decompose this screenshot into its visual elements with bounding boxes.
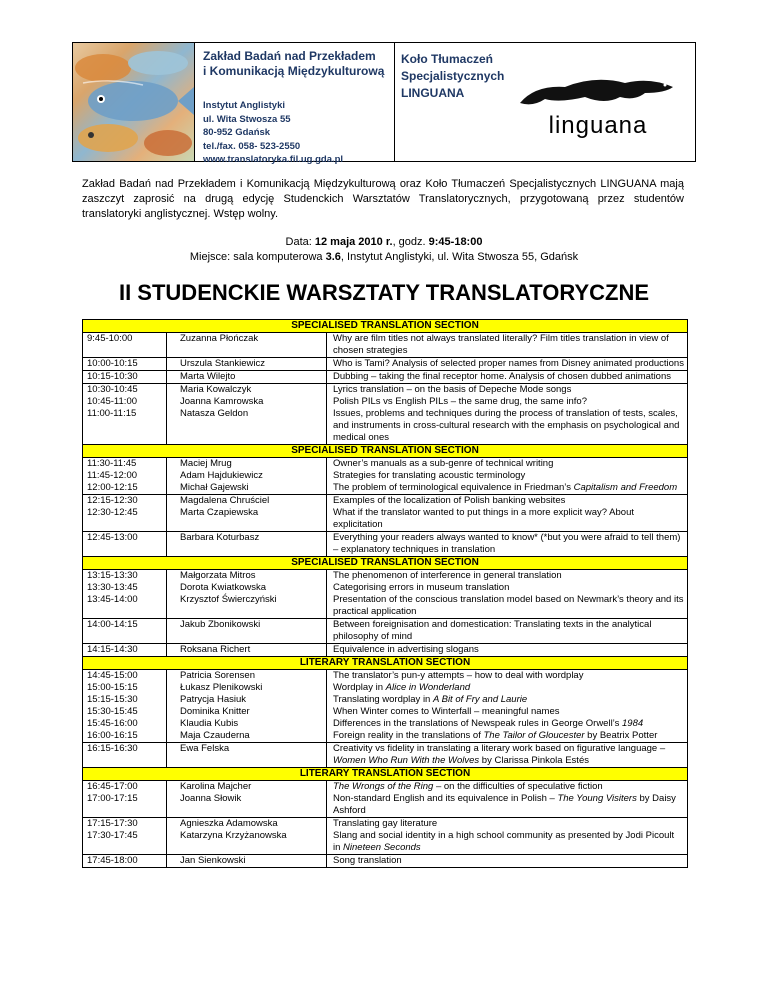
session-time: 17:30-17:45	[87, 830, 138, 841]
place-rest: , Instytut Anglistyki, ul. Wita Stwosza 55, Gdańsk	[340, 251, 579, 263]
talk-topic: Differences in the translations of Newspeak rules in George Orwell’s 1984	[333, 718, 644, 729]
talk-topic: Examples of the localization of Polish banking websites	[333, 495, 566, 506]
section-title: LITERARY TRANSLATION SECTION	[83, 768, 688, 781]
speaker-names-cell	[167, 333, 327, 358]
speaker-name: Dominika Knitter	[180, 706, 250, 717]
session-time: 17:00-17:15	[87, 793, 138, 804]
talk-topic: Song translation	[333, 855, 402, 866]
section-title: SPECIALISED TRANSLATION SECTION	[83, 557, 688, 570]
section-header-row	[83, 768, 688, 781]
speaker-name: Marta Czapiewska	[180, 507, 259, 518]
session-time: 11:45-12:00	[87, 470, 138, 481]
dept-name-line1: Zakład Badań nad Przekładem	[203, 49, 376, 63]
website-link[interactable]: www.translatoryka.fil.ug.gda.pl	[203, 154, 344, 165]
speaker-names-cell	[167, 532, 327, 557]
session-time: 13:45-14:00	[87, 594, 138, 605]
session-times-cell	[83, 532, 167, 557]
speaker-name: Patrycja Hasiuk	[180, 694, 246, 705]
session-time: 11:30-11:45	[87, 458, 137, 469]
session-row	[83, 384, 688, 445]
club-info	[395, 43, 695, 161]
speaker-name: Natasza Geldon	[180, 408, 249, 419]
talk-topic: The Wrongs of the Ring – on the difficulties of speculative fiction	[333, 781, 603, 792]
session-time: 16:15-16:30	[87, 743, 138, 754]
section-title: SPECIALISED TRANSLATION SECTION	[83, 320, 688, 333]
session-time: 12:15-12:30	[87, 495, 138, 506]
talk-topics-cell	[327, 384, 688, 445]
speaker-names-cell	[167, 619, 327, 644]
speaker-name: Joanna Słowik	[180, 793, 242, 804]
session-times-cell	[83, 384, 167, 445]
session-row	[83, 570, 688, 619]
speaker-names-cell	[167, 743, 327, 768]
speaker-names-cell	[167, 855, 327, 868]
talk-topic: Issues, problems and techniques during the process of translation of tests, scales, and instruments in cross-cultural research with the emphasis on psychological and medical ones	[333, 408, 680, 443]
speaker-names-cell	[167, 371, 327, 384]
talk-topic: Wordplay in Alice in Wonderland	[333, 682, 471, 693]
talk-topic: Foreign reality in the translations of The Tailor of Gloucester by Beatrix Potter	[333, 730, 658, 741]
session-time: 14:00-14:15	[87, 619, 138, 630]
session-row	[83, 743, 688, 768]
session-time: 15:00-15:15	[87, 682, 138, 693]
session-row	[83, 371, 688, 384]
speaker-names-cell	[167, 644, 327, 657]
speaker-name: Maja Czauderna	[180, 730, 250, 741]
session-time: 10:00-10:15	[87, 358, 138, 369]
talk-topics-cell	[327, 333, 688, 358]
session-times-cell	[83, 743, 167, 768]
speaker-names-cell	[167, 458, 327, 495]
date-label: Data:	[285, 236, 315, 248]
session-time: 16:00-16:15	[87, 730, 138, 741]
speaker-name: Michał Gajewski	[180, 482, 249, 493]
session-time: 13:15-13:30	[87, 570, 138, 581]
speaker-names-cell	[167, 358, 327, 371]
session-row	[83, 619, 688, 644]
talk-topic: Translating wordplay in A Bit of Fry and Laurie	[333, 694, 528, 705]
speaker-name: Klaudia Kubis	[180, 718, 239, 729]
speaker-name: Jan Sienkowski	[180, 855, 246, 866]
speaker-name: Patricia Sorensen	[180, 670, 255, 681]
session-row	[83, 333, 688, 358]
talk-topics-cell	[327, 358, 688, 371]
talk-topic: Polish PILs vs English PILs – the same drug, the same info?	[333, 396, 587, 407]
section-title: LITERARY TRANSLATION SECTION	[83, 657, 688, 670]
header-box	[72, 42, 696, 165]
talk-topic: Why are film titles not always translated literally? Film titles translation in view of chosen strategies	[333, 333, 669, 356]
speaker-name: Krzysztof Świerczyński	[180, 594, 277, 605]
session-row	[83, 818, 688, 855]
section-header-row	[83, 320, 688, 333]
session-time: 11:00-11:15	[87, 408, 137, 419]
session-times-cell	[83, 333, 167, 358]
dept-name-line2: i Komunikacją Międzykulturową	[203, 64, 385, 78]
speaker-names-cell	[167, 818, 327, 855]
talk-topic: When Winter comes to Winterfall – meaningful names	[333, 706, 560, 717]
speaker-name: Agnieszka Adamowska	[180, 818, 278, 829]
session-time: 10:30-10:45	[87, 384, 138, 395]
talk-topic: Non-standard English and its equivalence in Polish – The Young Visiters by Daisy Ashford	[333, 793, 676, 816]
session-times-cell	[83, 495, 167, 532]
salamander-icon	[515, 63, 681, 111]
speaker-names-cell	[167, 781, 327, 818]
section-header-row	[83, 557, 688, 570]
session-row	[83, 458, 688, 495]
session-time: 15:30-15:45	[87, 706, 138, 717]
fish-illustration	[73, 43, 194, 161]
session-time: 15:15-15:30	[87, 694, 138, 705]
session-time: 17:45-18:00	[87, 855, 138, 866]
talk-topic: Everything your readers always wanted to know* (*but you were afraid to tell them) – explanatory techniques in translation	[333, 532, 681, 555]
time-value: 9:45-18:00	[428, 236, 483, 248]
event-date-line	[0, 235, 768, 250]
session-time: 10:45-11:00	[87, 396, 138, 407]
speaker-name: Maria Kowalczyk	[180, 384, 252, 395]
talk-topics-cell	[327, 570, 688, 619]
session-times-cell	[83, 781, 167, 818]
invitation-text: Zakład Badań nad Przekładem i Komunikacją Międzykulturową oraz Koło Tłumaczeń Specjalistycznych LINGUANA mają zaszczyt zaprosić na drugą edycję Studenckich Warsztatów Translatorycznych, przygotowaną przez studentów translatoryki anglistycznej. Wstęp wolny.	[82, 178, 684, 220]
session-time: 13:30-13:45	[87, 582, 138, 593]
session-row	[83, 532, 688, 557]
talk-topics-cell	[327, 855, 688, 868]
session-times-cell	[83, 670, 167, 743]
session-row	[83, 855, 688, 868]
speaker-name: Małgorzata Mitros	[180, 570, 256, 581]
place-label: Miejsce: sala komputerowa	[189, 251, 326, 263]
place-room: 3.6	[325, 251, 341, 263]
session-times-cell	[83, 644, 167, 657]
talk-topic: The problem of terminological equivalence in Friedman’s Capitalism and Freedom	[333, 482, 678, 493]
talk-topic: Lyrics translation – on the basis of Depeche Mode songs	[333, 384, 572, 395]
session-times-cell	[83, 619, 167, 644]
talk-topics-cell	[327, 532, 688, 557]
speaker-names-cell	[167, 670, 327, 743]
section-title: SPECIALISED TRANSLATION SECTION	[83, 445, 688, 458]
session-time: 16:45-17:00	[87, 781, 138, 792]
session-time: 12:00-12:15	[87, 482, 138, 493]
speaker-name: Karolina Majcher	[180, 781, 252, 792]
talk-topic: Equivalence in advertising slogans	[333, 644, 479, 655]
talk-topic: Owner’s manuals as a sub-genre of technical writing	[333, 458, 554, 469]
fish-painting-image	[73, 43, 195, 161]
session-time: 12:45-13:00	[87, 532, 138, 543]
logo-wordmark: linguana	[548, 112, 648, 139]
session-time: 12:30-12:45	[87, 507, 138, 518]
speaker-name: Zuzanna Płończak	[180, 333, 259, 344]
speaker-name: Ewa Felska	[180, 743, 230, 754]
session-time: 15:45-16:00	[87, 718, 138, 729]
talk-topic: Slang and social identity in a high school community as presented by Jodi Picoult in Nineteen Seconds	[333, 830, 675, 853]
talk-topic: Creativity vs fidelity in translating a literary work based on figurative language – Women Who Run With the Wolves by Clarissa Pinkola Estés	[333, 743, 666, 766]
session-times-cell	[83, 818, 167, 855]
speaker-name: Barbara Koturbasz	[180, 532, 260, 543]
session-time: 17:15-17:30	[87, 818, 138, 829]
talk-topics-cell	[327, 371, 688, 384]
club-name-line1: Koło Tłumaczeń	[401, 52, 494, 66]
session-time: 14:45-15:00	[87, 670, 138, 681]
speaker-name: Katarzyna Krzyżanowska	[180, 830, 287, 841]
time-label: , godz.	[392, 236, 429, 248]
session-row	[83, 781, 688, 818]
club-name-line3: LINGUANA	[401, 86, 465, 100]
speaker-names-cell	[167, 495, 327, 532]
speaker-name: Magdalena Chruściel	[180, 495, 270, 506]
speaker-name: Urszula Stankiewicz	[180, 358, 265, 369]
talk-topics-cell	[327, 743, 688, 768]
speaker-name: Adam Hajdukiewicz	[180, 470, 263, 481]
date-value: 12 maja 2010 r.	[314, 236, 393, 248]
talk-topics-cell	[327, 458, 688, 495]
speaker-name: Jakub Zbonikowski	[180, 619, 261, 630]
speaker-names-cell	[167, 384, 327, 445]
event-place-line	[0, 250, 768, 265]
talk-topic: Strategies for translating acoustic terminology	[333, 470, 526, 481]
speaker-name: Dorota Kwiatkowska	[180, 582, 267, 593]
street-address: ul. Wita Stwosza 55	[203, 113, 291, 125]
city-address: 80-952 Gdańsk	[203, 127, 271, 138]
session-times-cell	[83, 458, 167, 495]
session-time: 9:45-10:00	[87, 333, 133, 344]
talk-topic: The phenomenon of interference in general translation	[333, 570, 562, 581]
session-times-cell	[83, 358, 167, 371]
talk-topics-cell	[327, 818, 688, 855]
section-header-row	[83, 657, 688, 670]
talk-topic: Categorising errors in museum translation	[333, 582, 510, 593]
session-row	[83, 495, 688, 532]
speaker-name: Roksana Richert	[180, 644, 251, 655]
session-time: 10:15-10:30	[87, 371, 138, 382]
talk-topics-cell	[327, 781, 688, 818]
club-name-line2: Specjalistycznych	[401, 69, 505, 83]
speaker-name: Łukasz Plenikowski	[180, 682, 263, 693]
session-row	[83, 358, 688, 371]
session-times-cell	[83, 371, 167, 384]
speaker-names-cell	[167, 570, 327, 619]
talk-topic: Between foreignisation and domestication: Translating texts in the analytical philosophy of mind	[333, 619, 652, 642]
talk-topics-cell	[327, 644, 688, 657]
session-row	[83, 670, 688, 743]
programme-table	[82, 319, 688, 868]
session-row	[83, 644, 688, 657]
talk-topic: Dubbing – taking the final receptor home. Analysis of chosen dubbed animations	[333, 371, 671, 382]
linguana-logo	[515, 63, 681, 143]
talk-topic: Who is Tami? Analysis of selected proper names from Disney animated productions	[333, 358, 684, 369]
talk-topic: Translating gay literature	[333, 818, 438, 829]
institute-name: Instytut Anglistyki	[203, 100, 285, 111]
speaker-name: Joanna Kamrowska	[180, 396, 264, 407]
talk-topics-cell	[327, 619, 688, 644]
talk-topics-cell	[327, 495, 688, 532]
speaker-name: Marta Wilejto	[180, 371, 236, 382]
department-info	[195, 43, 395, 165]
session-times-cell	[83, 570, 167, 619]
session-times-cell	[83, 855, 167, 868]
talk-topic: What if the translator wanted to put things in a more explicit way? About explicitation	[333, 507, 634, 530]
talk-topic: The translator’s pun-y attempts – how to deal with wordplay	[333, 670, 584, 681]
section-header-row	[83, 445, 688, 458]
phone-fax: tel./fax. 058- 523-2550	[203, 140, 301, 152]
talk-topic: Presentation of the conscious translation model based on Newmark’s theory and its practical application	[333, 594, 684, 617]
speaker-name: Maciej Mrug	[180, 458, 232, 469]
talk-topics-cell	[327, 670, 688, 743]
session-time: 14:15-14:30	[87, 644, 138, 655]
page-title: II STUDENCKIE WARSZTATY TRANSLATORYCZNE	[118, 280, 650, 305]
